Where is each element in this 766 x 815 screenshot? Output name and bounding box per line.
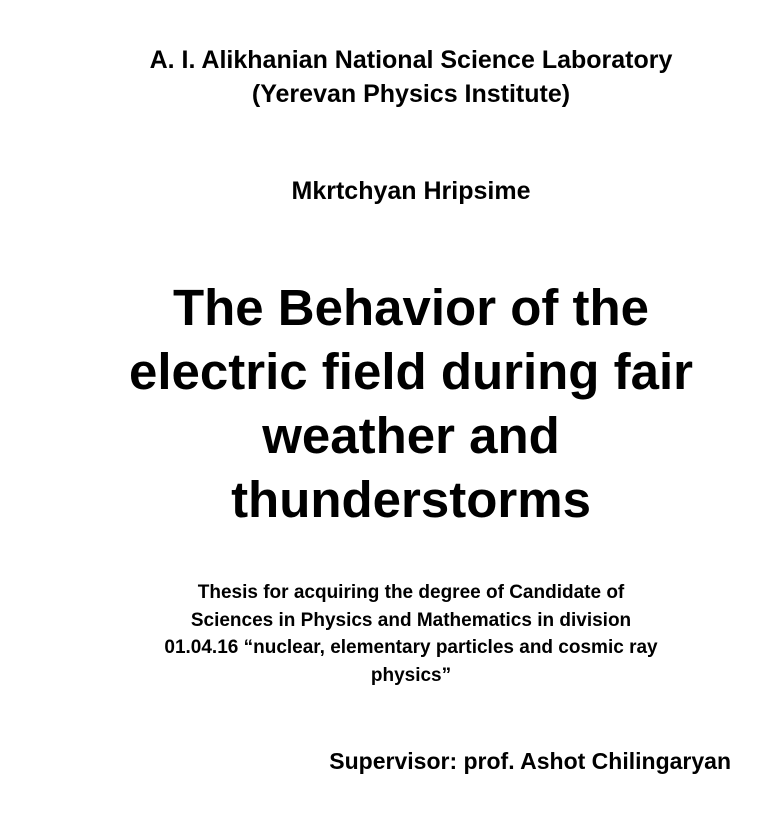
institution-line-1: A. I. Alikhanian National Science Laboratory [149, 46, 673, 74]
degree-statement [0, 579, 766, 689]
degree-line-2: Sciences in Physics and Mathematics in division [190, 609, 632, 631]
thesis-title [0, 276, 766, 532]
author-name: Mkrtchyan Hripsime [291, 177, 531, 205]
thesis-title-line-2: electric field during fair [129, 343, 693, 400]
institution-name [0, 43, 766, 111]
degree-line-4: physics” [370, 664, 452, 686]
supervisor: Supervisor: prof. Ashot Chilingaryan [329, 748, 731, 774]
thesis-title-line-4: thunderstorms [231, 471, 591, 528]
degree-line-3: 01.04.16 “nuclear, elementary particles and cosmic ray [164, 637, 658, 658]
thesis-title-line-1: The Behavior of the [172, 279, 650, 336]
degree-line-1: Thesis for acquiring the degree of Candidate of [197, 582, 625, 603]
thesis-title-line-3: weather and [262, 407, 560, 464]
institution-line-2: (Yerevan Physics Institute) [251, 80, 571, 108]
